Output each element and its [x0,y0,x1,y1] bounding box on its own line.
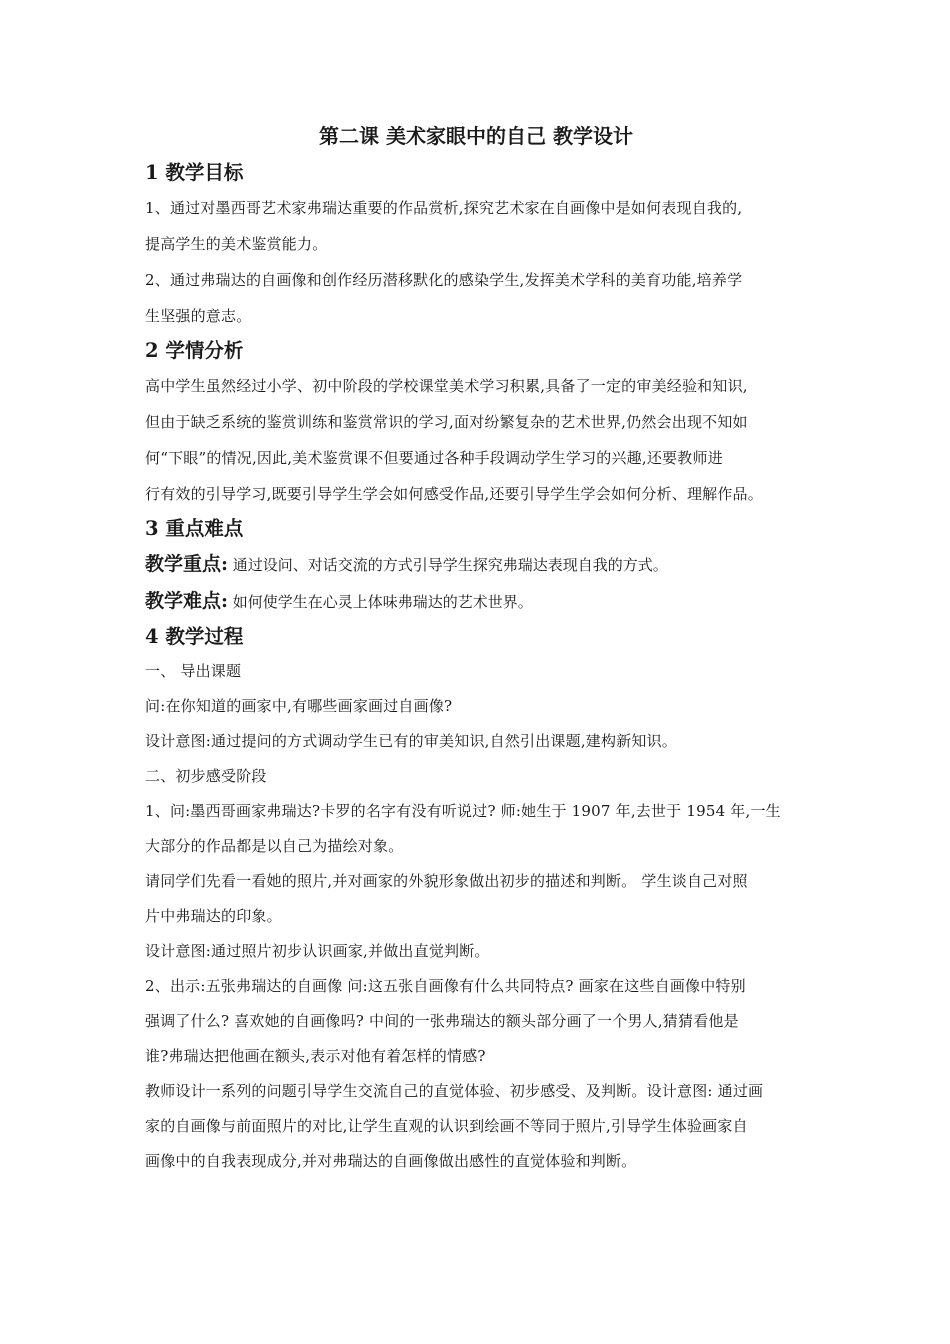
paragraph-line: 强调了什么? 喜欢她的自画像吗? 中间的一张弗瑞达的额头部分画了一个男人,猜猜看他是 [145,1012,739,1030]
paragraph-line: 家的自画像与前面照片的对比,让学生直观的认识到绘画不等同于照片,引导学生体验画家自 [145,1117,748,1135]
paragraph-line: 画像中的自我表现成分,并对弗瑞达的自画像做出感性的直觉体验和判断。 [145,1152,637,1170]
difficulty-line [145,583,817,620]
paragraph-line: 1、通过对墨西哥艺术家弗瑞达重要的作品赏析,探究艺术家在自画像中是如何表现自我的, [145,199,743,217]
paragraph-line: 教师设计一系列的问题引导学生交流自己的直觉体验、初步感受、及判断。设计意图: 通过画 [145,1082,764,1100]
paragraph-line: 2、通过弗瑞达的自画像和创作经历潜移默化的感染学生,发挥美术学科的美育功能,培养学 [145,271,743,289]
key-point-line [145,546,817,583]
document-title: 第二课 美术家眼中的自己 教学设计 [319,124,633,148]
paragraph-line: 一、 导出课题 [145,662,242,680]
paragraph-line: 但由于缺乏系统的鉴赏训练和鉴赏常识的学习,面对纷繁复杂的艺术世界,仍然会出现不知如 [145,413,748,431]
paragraph-line: 请同学们先看一看她的照片,并对画家的外貌形象做出初步的描述和判断。 学生谈自己对照 [145,872,748,890]
paragraph-line: 2、出示:五张弗瑞达的自画像 问:这五张自画像有什么共同特点? 画家在这些自画像中特别 [145,977,746,995]
paragraph-line: 二、初步感受阶段 [145,767,267,785]
section-heading-process: 4 教学过程 [145,625,244,648]
paragraph-line: 设计意图:通过照片初步认识画家,并做出直觉判断。 [145,942,490,960]
paragraph-line: 设计意图:通过提问的方式调动学生已有的审美知识,自然引出课题,建构新知识。 [145,732,677,750]
section-heading-key-points: 3 重点难点 [145,517,244,540]
difficulty-text: 如何使学生在心灵上体味弗瑞达的艺术世界。 [228,593,533,611]
paragraph-line: 提高学生的美术鉴赏能力。 [145,235,328,253]
difficulty-label: 教学难点: [145,590,229,612]
section-heading-objectives: 1 教学目标 [145,161,244,184]
document-page [145,118,817,1179]
paragraph-line: 何“下眼”的情况,因此,美术鉴赏课不但要通过各种手段调动学生学习的兴趣,还要教师进 [145,449,723,467]
paragraph-line: 生坚强的意志。 [145,307,252,325]
section-heading-analysis: 2 学情分析 [145,339,244,362]
paragraph-line: 高中学生虽然经过小学、初中阶段的学校课堂美术学习积累,具备了一定的审美经验和知识, [145,377,748,395]
paragraph-line: 问:在你知道的画家中,有哪些画家画过自画像? [145,697,453,715]
paragraph-line: 片中弗瑞达的印象。 [145,907,282,925]
paragraph-line: 谁?弗瑞达把他画在额头,表示对他有着怎样的情感? [145,1047,486,1065]
key-point-text: 通过设问、对话交流的方式引导学生探究弗瑞达表现自我的方式。 [228,556,668,574]
paragraph-line: 大部分的作品都是以自己为描绘对象。 [145,837,404,855]
paragraph-line: 行有效的引导学习,既要引导学生学会如何感受作品,还要引导学生学会如何分析、理解作品。 [145,485,763,503]
key-point-label: 教学重点: [145,553,229,575]
paragraph-line: 1、问:墨西哥画家弗瑞达?卡罗的名字有没有听说过? 师:她生于 1907 年,去世于 1954 年,一生 [145,802,781,820]
